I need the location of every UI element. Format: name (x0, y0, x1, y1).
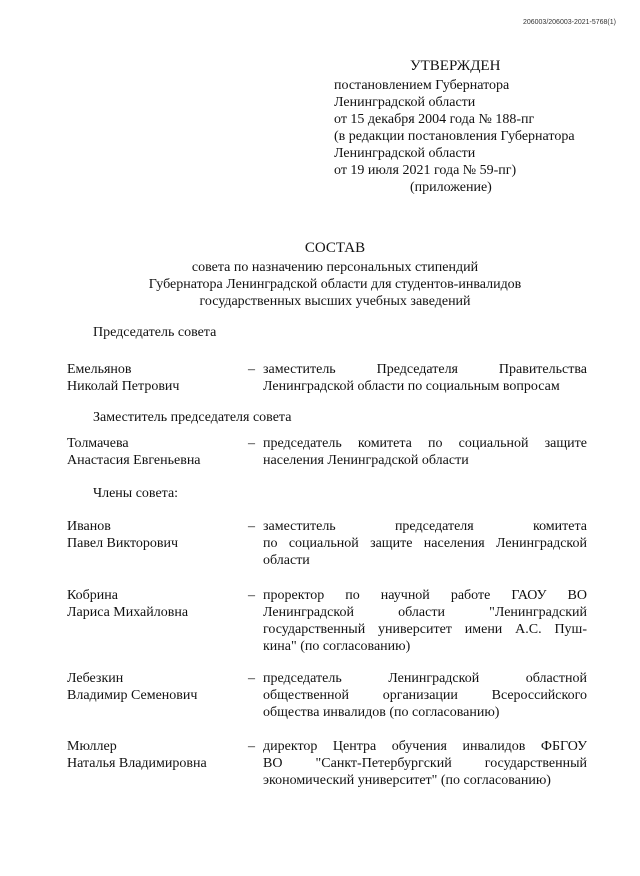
role-line: по социальной защите населения Ленинградской (263, 536, 587, 551)
approval-line: (в редакции постановления Губернатора (334, 129, 575, 144)
member-surname: Кобрина (67, 588, 118, 603)
approval-line: Ленинградской области (334, 95, 476, 110)
document-subtitle-line: государственных высших учебных заведений (199, 294, 471, 309)
member-role (263, 361, 587, 395)
role-line: проректор по научной работе ГАОУ ВО (263, 588, 587, 603)
member-surname: Емельянов (67, 362, 132, 377)
member-given-name: Павел Викторович (67, 536, 179, 551)
approval-heading: УТВЕРЖДЕН (410, 58, 501, 74)
member-surname: Иванов (67, 519, 111, 534)
approval-appendix: (приложение) (410, 180, 492, 195)
member-name (67, 435, 247, 469)
role-line: председатель комитета по социальной защите (263, 436, 587, 451)
section-deputy: Заместитель председателя совета (93, 410, 292, 425)
approval-line: постановлением Губернатора (334, 78, 510, 93)
role-line: общественной организации Всероссийского (263, 688, 587, 703)
document-title-block (0, 240, 640, 310)
document-subtitle-line: Губернатора Ленинградской области для студентов-инвалидов (148, 277, 522, 292)
role-line: ВО "Санкт-Петербургский государственный (263, 756, 587, 771)
role-line: общества инвалидов (по согласованию) (263, 705, 500, 720)
role-line: населения Ленинградской области (263, 453, 469, 468)
member-role (263, 738, 587, 789)
dash: – (248, 588, 255, 603)
member-name (67, 518, 247, 552)
dash: – (248, 739, 255, 754)
approval-line: от 15 декабря 2004 года № 188-пг (334, 112, 535, 127)
member-surname: Мюллер (67, 739, 117, 754)
role-line: директор Центра обучения инвалидов ФБГОУ (263, 739, 587, 754)
member-given-name: Наталья Владимировна (67, 756, 207, 771)
member-name (67, 587, 247, 621)
section-chair: Председатель совета (93, 325, 217, 340)
member-surname: Лебезкин (67, 671, 124, 686)
document-title: СОСТАВ (304, 240, 366, 256)
member-role (263, 587, 587, 655)
dash: – (248, 671, 255, 686)
member-given-name: Николай Петрович (67, 379, 180, 394)
approval-line: от 19 июля 2021 года № 59-пг) (334, 163, 517, 178)
role-line: заместитель председателя комитета (263, 519, 587, 534)
member-given-name: Владимир Семенович (67, 688, 198, 703)
member-surname: Толмачева (67, 436, 129, 451)
member-name (67, 738, 247, 772)
member-given-name: Лариса Михайловна (67, 605, 189, 620)
dash: – (248, 362, 255, 377)
section-members: Члены совета: (93, 486, 179, 501)
role-line: экономический университет" (по согласованию) (263, 773, 551, 788)
role-line: государственный университет имени А.С. Пуш- (263, 622, 587, 637)
document-subtitle-line: совета по назначению персональных стипендий (191, 260, 479, 275)
role-line: кина" (по согласованию) (263, 639, 411, 654)
approval-line: Ленинградской области (334, 146, 476, 161)
dash: – (248, 519, 255, 534)
role-line: председатель Ленинградской областной (263, 671, 587, 686)
member-role (263, 435, 587, 469)
role-line: Ленинградской области по социальным вопросам (263, 379, 560, 394)
member-name (67, 670, 247, 704)
member-given-name: Анастасия Евгеньевна (67, 453, 201, 468)
role-line: Ленинградской области "Ленинградский (263, 605, 587, 620)
member-name (67, 361, 247, 395)
role-line: области (263, 553, 310, 568)
member-role (263, 670, 587, 721)
approval-block (334, 58, 624, 196)
document-number: 206003/206003-2021-5768(1) (522, 19, 616, 26)
member-role (263, 518, 587, 569)
role-line: заместитель Председателя Правительства (263, 362, 587, 377)
dash: – (248, 436, 255, 451)
